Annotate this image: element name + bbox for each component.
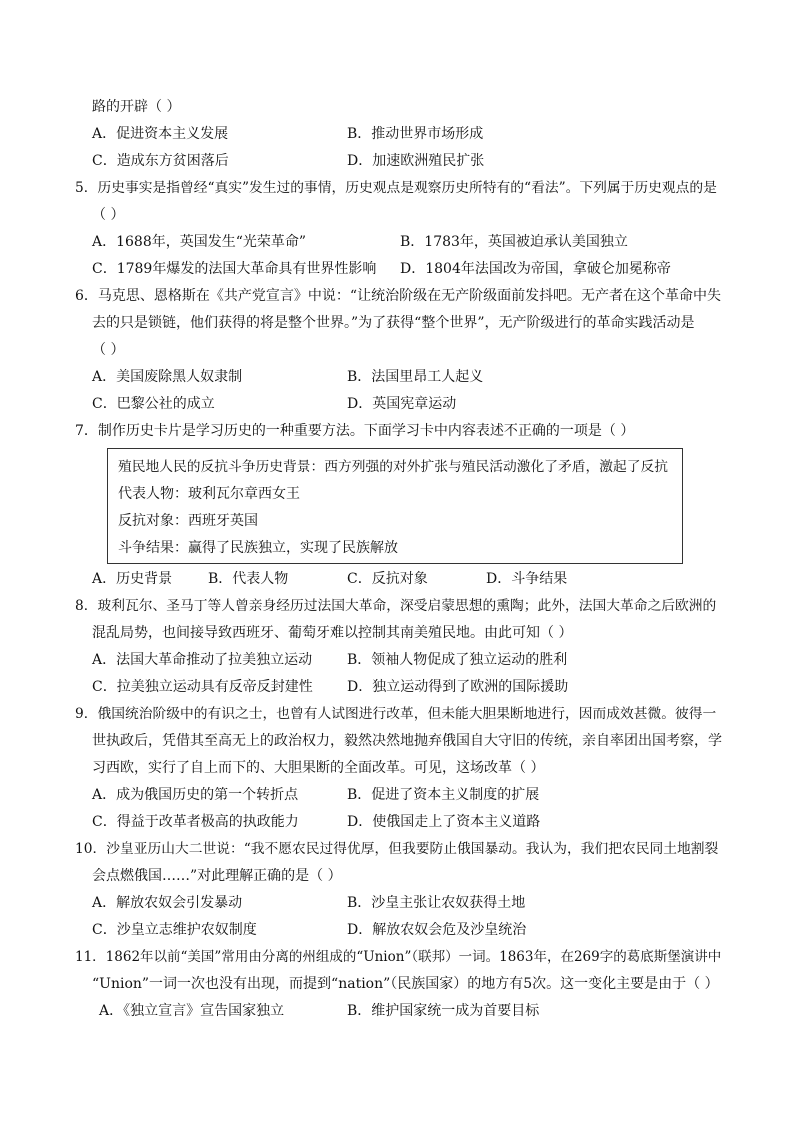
q7-option-a: A．历史背景 bbox=[92, 571, 173, 587]
q6-option-b: B．法国里昂工人起义 bbox=[347, 369, 484, 385]
card-line-background: 殖民地人民的反抗斗争历史背景：西方列强的对外扩张与殖民活动激化了矛盾，激起了反抗 bbox=[118, 459, 669, 475]
card-line-target: 反抗对象：西班牙英国 bbox=[118, 513, 258, 529]
q6-option-a: A．美国废除黑人奴隶制 bbox=[92, 369, 243, 385]
q7-option-d: D．斗争结果 bbox=[486, 571, 568, 587]
q8-option-d: D．独立运动得到了欧洲的国际援助 bbox=[347, 679, 569, 695]
q5-option-c: C．1789年爆发的法国大革命具有世界性影响 bbox=[92, 261, 377, 277]
q4-stem-continuation: 路的开辟（ ） bbox=[92, 99, 181, 115]
q4-option-a: A．促进资本主义发展 bbox=[92, 126, 229, 142]
history-study-card bbox=[107, 448, 683, 564]
q11-stem-line2: “Union”一词一次也没有出现，而提到“nation”（民族国家）的地方有5次。这一变化主要是由于（ ） bbox=[92, 976, 719, 992]
q9-stem-line2: 世执政后，凭借其至高无上的政治权力，毅然决然地抛弃俄国自大守旧的传统，亲自率团出国考察，学 bbox=[92, 733, 722, 749]
card-line-figure: 代表人物：玻利瓦尔章西女王 bbox=[118, 486, 300, 502]
q10-option-c: C．沙皇立志维护农奴制度 bbox=[92, 922, 257, 938]
q6-option-c: C．巴黎公社的成立 bbox=[92, 396, 215, 412]
q10-option-b: B．沙皇主张让农奴获得土地 bbox=[347, 895, 526, 911]
q7-option-b: B．代表人物 bbox=[208, 571, 289, 587]
q4-option-d: D．加速欧洲殖民扩张 bbox=[347, 153, 485, 169]
q4-option-c: C．造成东方贫困落后 bbox=[92, 153, 229, 169]
q8-option-a: A．法国大革命推动了拉美独立运动 bbox=[92, 652, 313, 668]
q6-stem-line1: 6．马克思、恩格斯在《共产党宣言》中说：“让统治阶级在无产阶级面前发抖吧。无产者在这个革命中失 bbox=[75, 288, 722, 304]
q8-stem-line1: 8．玻利瓦尔、圣马丁等人曾亲身经历过法国大革命，深受启蒙思想的熏陶；此外，法国大革命之后欧洲的 bbox=[75, 598, 717, 614]
q8-option-b: B．领袖人物促成了独立运动的胜利 bbox=[347, 652, 568, 668]
q9-stem-line3: 习西欧，实行了自上而下的、大胆果断的全面改革。可见，这场改革（ ） bbox=[92, 760, 545, 776]
q9-option-b: B．促进了资本主义制度的扩展 bbox=[347, 787, 540, 803]
q11-option-b: B．维护国家统一成为首要目标 bbox=[347, 1003, 540, 1019]
q9-option-d: D．使俄国走上了资本主义道路 bbox=[347, 814, 541, 830]
q5-option-b: B．1783年，英国被迫承认美国独立 bbox=[400, 234, 628, 250]
q11-stem-line1: 11．1862年以前“美国”常用由分离的州组成的“Union”（联邦）一词。1863年，在269字的葛底斯堡演讲中 bbox=[75, 949, 722, 965]
q5-option-d: D．1804年法国改为帝国，拿破仑加冕称帝 bbox=[400, 261, 671, 277]
q9-option-a: A．成为俄国历史的第一个转折点 bbox=[92, 787, 299, 803]
q9-option-c: C．得益于改革者极高的执政能力 bbox=[92, 814, 299, 830]
q9-stem-line1: 9．俄国统治阶级中的有识之士，也曾有人试图进行改革，但未能大胆果断地进行，因而成效甚微。彼得一 bbox=[75, 706, 717, 722]
q6-stem-line2: 去的只是锁链，他们获得的将是整个世界。”为了获得“整个世界”，无产阶级进行的革命实践活动是 bbox=[92, 315, 695, 331]
q8-option-c: C．拉美独立运动具有反帝反封建性 bbox=[92, 679, 313, 695]
q6-stem-line3: （ ） bbox=[92, 342, 125, 358]
q10-option-d: D．解放农奴会危及沙皇统治 bbox=[347, 922, 527, 938]
q7-option-c: C．反抗对象 bbox=[347, 571, 428, 587]
q10-stem-line2: 会点燃俄国……”对此理解正确的是（ ） bbox=[92, 868, 342, 884]
q6-option-d: D．英国宪章运动 bbox=[347, 396, 457, 412]
card-line-result: 斗争结果：赢得了民族独立，实现了民族解放 bbox=[118, 540, 398, 556]
q10-option-a: A．解放农奴会引发暴动 bbox=[92, 895, 243, 911]
q5-stem-line2: （ ） bbox=[92, 207, 125, 223]
q5-option-a: A．1688年，英国发生“光荣革命” bbox=[92, 234, 307, 250]
q5-stem-line1: 5．历史事实是指曾经“真实”发生过的事情，历史观点是观察历史所特有的“看法”。下列属于历史观点的是 bbox=[75, 180, 717, 196]
q11-option-a: A．《独立宣言》宣告国家独立 bbox=[99, 1003, 285, 1019]
q7-stem-line1: 7．制作历史卡片是学习历史的一种重要方法。下面学习卡中内容表述不正确的一项是（ ） bbox=[75, 423, 635, 439]
q8-stem-line2: 混乱局势，也间接导致西班牙、葡萄牙难以控制其南美殖民地。由此可知（ ） bbox=[92, 625, 573, 641]
q10-stem-line1: 10．沙皇亚历山大二世说：“我不愿农民过得优厚，但我要防止俄国暴动。我认为，我们把农民同土地割裂 bbox=[75, 841, 719, 857]
q4-option-b: B．推动世界市场形成 bbox=[347, 126, 484, 142]
